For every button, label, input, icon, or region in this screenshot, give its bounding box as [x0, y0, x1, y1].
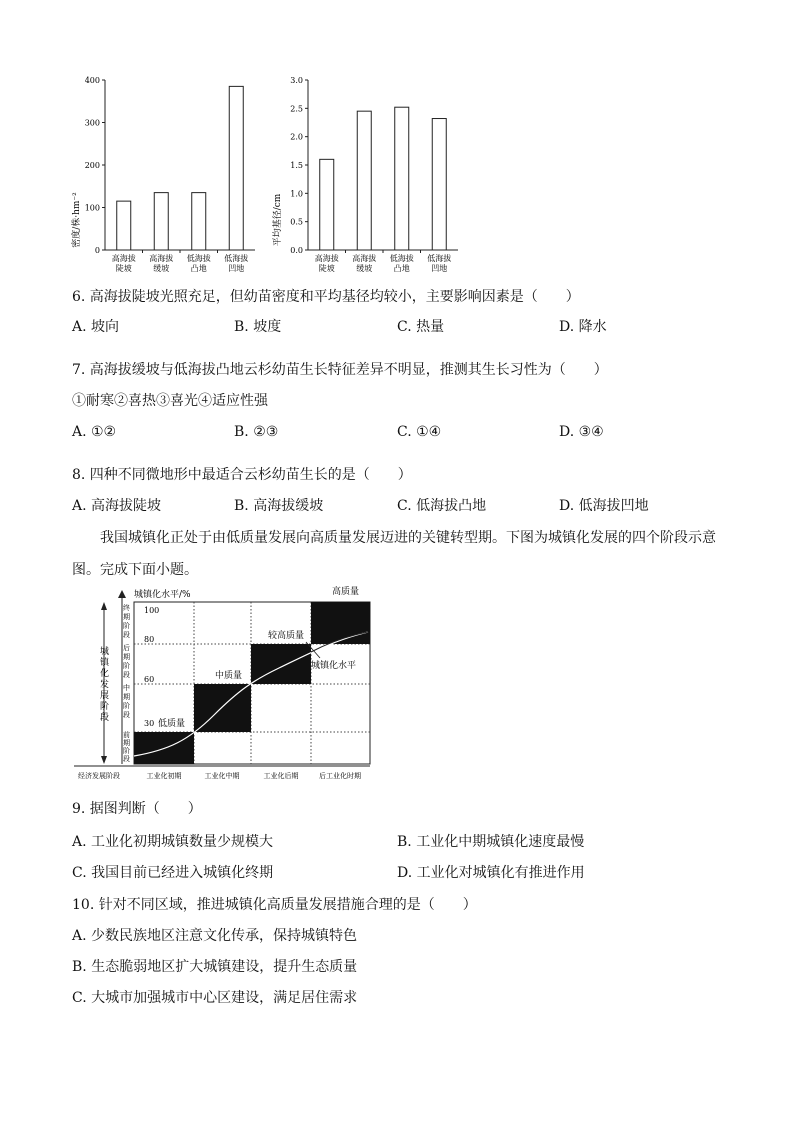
- tick-30: 30: [144, 719, 155, 728]
- category-label: 低海拔: [224, 254, 249, 263]
- question-8-stem: 8. 四种不同微地形中最适合云杉幼苗生长的是（ ）: [72, 467, 412, 483]
- y-axis-stage-label: 城镇化发展阶段: [100, 647, 110, 723]
- bar: [320, 159, 334, 250]
- bar: [192, 193, 206, 250]
- q8-option-a[interactable]: A. 高海拔陡坡: [72, 498, 162, 514]
- category-label: 高海拔: [149, 254, 174, 263]
- y-tick-label: 3.0: [290, 76, 303, 85]
- q9-option-b[interactable]: B. 工业化中期城镇化速度最慢: [397, 834, 585, 850]
- bar: [432, 119, 446, 250]
- category-label: 凹地: [228, 264, 245, 273]
- category-label: 缓坡: [153, 264, 170, 273]
- q6-option-b[interactable]: B. 坡度: [234, 319, 282, 335]
- density-bar-chart: [65, 70, 270, 280]
- question-6-stem: 6. 高海拔陡坡光照充足，但幼苗密度和平均基径均较小，主要影响因素是（ ）: [72, 289, 580, 305]
- question-7-choices-note: ①耐寒②喜热③喜光④适应性强: [72, 393, 268, 409]
- y-axis-label: 平均基径/cm: [273, 193, 283, 247]
- q8-option-b[interactable]: B. 高海拔缓坡: [234, 498, 324, 514]
- q6-option-a[interactable]: A. 坡向: [72, 319, 120, 335]
- bracket-arrow-top: [101, 602, 107, 610]
- category-label: 低海拔: [427, 254, 452, 263]
- x-label-late: 工业化后期: [263, 772, 299, 780]
- intro-line-1: 我国城镇化正处于由低质量发展向高质量发展迈进的关键转型期。下图为城镇化发展的四个阶段示意: [100, 530, 716, 546]
- bar: [229, 86, 243, 250]
- q10-option-a[interactable]: A. 少数民族地区注意文化传承，保持城镇特色: [72, 928, 358, 944]
- stage-late-label: 后期阶段: [123, 644, 130, 679]
- y-tick-label: 2.5: [290, 104, 303, 114]
- y-tick-label: 0.0: [290, 246, 303, 255]
- urbanization-stage-diagram: [74, 580, 384, 790]
- y-tick-label: 300: [84, 118, 100, 128]
- category-label: 低海拔: [186, 254, 211, 263]
- bar: [395, 107, 409, 250]
- bracket-arrow-bottom: [101, 756, 107, 764]
- q10-option-c[interactable]: C. 大城市加强城市中心区建设，满足居住需求: [72, 990, 358, 1006]
- q9-option-d[interactable]: D. 工业化对城镇化有推进作用: [397, 865, 585, 881]
- y-tick-label: 0: [94, 246, 100, 255]
- mid-quality-label: 中质量: [215, 671, 243, 681]
- q9-option-a[interactable]: A. 工业化初期城镇数量少规模大: [72, 834, 274, 850]
- y-axis-title: 城镇化水平/%: [134, 590, 191, 600]
- y-axis-label: 密度/株·hm⁻²: [72, 192, 82, 248]
- q9-option-c[interactable]: C. 我国目前已经进入城镇化终期: [72, 865, 274, 881]
- bar: [154, 193, 168, 250]
- q6-option-c[interactable]: C. 热量: [397, 319, 445, 335]
- stage-early-label: 前期阶段: [123, 731, 130, 763]
- category-label: 高海拔: [314, 254, 339, 263]
- q8-option-d[interactable]: D. 低海拔凹地: [559, 498, 649, 514]
- category-label: 陡坡: [318, 264, 335, 273]
- category-label: 高海拔: [352, 254, 377, 263]
- q6-option-d[interactable]: D. 降水: [559, 319, 607, 335]
- category-label: 低海拔: [389, 254, 414, 263]
- y-tick-label: 2.0: [290, 132, 303, 142]
- x-axis-title: 经济发展阶段: [78, 772, 120, 780]
- category-label: 缓坡: [356, 264, 373, 273]
- high-quality-label: 高质量: [332, 587, 360, 597]
- q10-option-b[interactable]: B. 生态脆弱地区扩大城镇建设，提升生态质量: [72, 959, 358, 975]
- intro-line-2: 图。完成下面小题。: [72, 562, 198, 578]
- y-tick-label: 0.5: [290, 217, 303, 227]
- high-quality-block: [311, 602, 370, 644]
- higher-quality-label: 较高质量: [268, 631, 305, 641]
- category-label: 凸地: [393, 264, 410, 273]
- stage-mid-label: 中期阶段: [123, 684, 130, 719]
- q8-option-c[interactable]: C. 低海拔凸地: [397, 498, 487, 514]
- y-tick-label: 1.0: [290, 189, 303, 199]
- q7-option-b[interactable]: B. ②③: [234, 424, 279, 440]
- q7-option-c[interactable]: C. ①④: [397, 424, 442, 440]
- x-label-early: 工业化初期: [146, 772, 182, 780]
- y-tick-label: 400: [84, 76, 100, 85]
- bar: [117, 201, 131, 250]
- tick-60: 60: [144, 675, 155, 684]
- curve-label: 城镇化水平: [311, 661, 357, 671]
- low-quality-label: 低质量: [158, 719, 186, 729]
- y-tick-label: 200: [84, 161, 100, 170]
- question-7-stem: 7. 高海拔缓坡与低海拔凸地云杉幼苗生长特征差异不明显，推测其生长习性为（ ）: [72, 362, 608, 378]
- question-10-stem: 10. 针对不同区域，推进城镇化高质量发展措施合理的是（ ）: [72, 897, 477, 913]
- category-label: 凸地: [190, 264, 207, 273]
- category-label: 凹地: [431, 264, 448, 273]
- x-label-mid: 工业化中期: [204, 772, 240, 780]
- diameter-bar-chart: [268, 70, 473, 280]
- q7-option-a[interactable]: A. ①②: [72, 424, 117, 440]
- category-label: 高海拔: [111, 254, 136, 263]
- q7-option-d[interactable]: D. ③④: [559, 424, 604, 440]
- question-9-stem: 9. 据图判断（ ）: [72, 801, 202, 817]
- stage-final-label: 终期阶段: [123, 604, 130, 639]
- y-tick-label: 1.5: [290, 161, 303, 170]
- y-tick-label: 100: [84, 203, 100, 213]
- bar: [357, 111, 371, 250]
- x-label-post: 后工业化时期: [319, 772, 361, 780]
- category-label: 陡坡: [115, 264, 132, 273]
- tick-100: 100: [144, 606, 160, 615]
- mid-quality-block: [194, 684, 251, 732]
- tick-80: 80: [144, 635, 155, 644]
- y-axis-arrow: [118, 590, 126, 598]
